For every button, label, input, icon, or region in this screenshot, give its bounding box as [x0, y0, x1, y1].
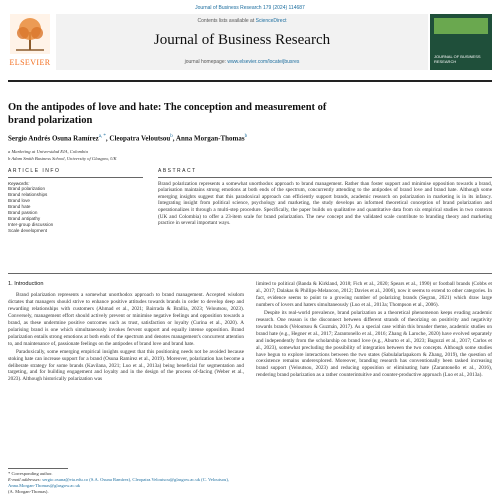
abstract-text: Brand polarization represents a somewhat unorthodox approach to brand management. Rather than foster support and minimise opposition towards a brand, polarisation maintains strong emotions at both ends of the spectrum, concurrently attending to the antipodes of brand love and brand hate. Although some emerging insights suggest that this paradoxical approach can efficiently support brands, academic research on polarization in marketing is in its infancy. Integrating insight from political science, psychology and marketing, the study develops an informed theoretical conception of brand polarization and operationalizes it through a multi-step procedure. Specifically, the paper builds on qualitative and quantitative data from six empirical studies in two contexts (UK and Colombia) to offer a 23-item scale for brand polarization. The new concept and the validated scale contribute to branding theory and marketing practice in several important ways.: [158, 180, 492, 227]
body-paragraph: limited to political (Banda & Kirkland, 2018; Fich et al., 2020; Spears et al., 1990) or football brands (Cobbs et al., 2017; Dalakas & Phillips-Melancon, 2012; Davies et al., 2006), now it seems to extend to other categories. In fact, evidence seems to point to a growing number of polarizing brands (Segran, 2021) which draw large numbers of lovers and haters simultaneously (Luo et al., 2013a; Thompson et al., 2006).: [256, 281, 492, 308]
elsevier-logo: [8, 14, 52, 70]
body-column-left: [8, 281, 244, 384]
body-paragraph: Despite its real-world prevalence, brand polarization as a theoretical phenomenon keeps evading academic research. One reason is the disconnect between different strands of theorizing on positivity and negativity towards brands (Veloutsou & Guzmán, 2017). As a special case within this broader theme, academic studies on brand hate (e.g., Hegner et al., 2017; Zarantonello et al., 2016; Zhang & Laroche, 2020) have evolved separately and independently from the scholarship on brand love (e.g., Aburto et al., 2023; Bagozzi et al., 2017; Carlos et al., 2023), somewhat precluding the possibility of integration between the two concepts. Although some studies have begun to explore interactions between the two states (Sabulalarlapakorn & Zhang, 2019), the question of coexistence remains underexplored. Moreover, branding research has conventionally been tasked increasing brand support (Veloutsou, 2023) and reducing opposition or eliminating hate (Zarantonello et al., 2016), rendering brand polarization as a rather counterintuitive and counter-productive approach (Luo et al., 2013a).: [256, 309, 492, 379]
author-name[interactable]: Sergio Andrés Osuna Ramírez: [8, 134, 99, 143]
section-heading: 1. Introduction: [8, 281, 44, 287]
body-paragraph: Brand polarization represents a somewhat unorthodox approach to brand management. Accepted wisdom dictates that managers should strive to enhance positive attitudes towards brands in order to develop deep and rewarding relationships with customers (Ahmad et al., 2021; Bairrada & Brallia, 2023; Veloutsou, 2023). Conversely, management effort should actively prevent or minimise negative feelings and opposition towards a brand, as these undermine positive outcomes such as trust, satisfaction or loyalty (Curina et al., 2020). A polarising brand is one which simultaneously invokes fervent support and equally intense opposition. Brand polarization entails strong emotions at both ends of the spectrum and denotes management's concurrent attention to, and maintenance of, passionate feelings on the antipodes of brand love and brand hate.: [8, 292, 244, 347]
title-line-2: brand polarization: [8, 115, 93, 126]
journal-header: [8, 14, 492, 72]
keyword: Brand relationships: [8, 191, 48, 197]
divider: [8, 177, 143, 178]
author-name[interactable]: Anna Morgan-Thomas: [175, 134, 245, 143]
keywords-label: Keywords:: [8, 180, 30, 186]
cover-title: JOURNAL OF BUSINESS RESEARCH: [434, 54, 481, 64]
affiliation: a Marketing at Universidad EIA, Colombia: [8, 149, 88, 154]
article-info-heading: ARTICLE INFO: [8, 168, 61, 174]
abstract-heading: ABSTRACT: [158, 168, 197, 174]
article-title: [8, 101, 488, 127]
journal-banner: [56, 14, 428, 70]
affiliation: b Adam Smith Business School, University of Glasgow, UK: [8, 156, 117, 161]
keyword: Inter-group discussion: [8, 222, 54, 228]
homepage-line: [56, 59, 428, 65]
homepage-prefix: journal homepage:: [184, 59, 227, 65]
keyword: Brand polarization: [8, 185, 46, 191]
citation-line: Journal of Business Research 179 (2024) 114687: [195, 5, 305, 11]
body-paragraph: Paradoxically, some emerging empirical insights suggest that this positioning needs not be avoided because stoking hate can increase support for a brand (Osuna Ramírez et al., 2019). Moreover, polarization has become a deliberate strategy for some brands (Kavilana, 2021; Luo et al., 2013a) being beneficial for segmentation and targeting, and for building engagement and loyalty and in the design of the process of-facing (Weber et al., 2023). Although historically polarization was: [8, 348, 244, 383]
contents-line: [56, 18, 428, 24]
footnotes: [8, 468, 244, 495]
journal-name: Journal of Business Research: [153, 32, 331, 48]
abstract-column: [158, 168, 492, 227]
title-line-1: On the antipodes of love and hate: The conception and measurement of: [8, 102, 327, 113]
affiliations: [8, 148, 488, 162]
email-line: [8, 477, 244, 489]
author-mark: b: [244, 134, 248, 139]
author-name[interactable]: Cleopatra Veloutsou: [109, 134, 171, 143]
contents-prefix: Contents lists available at: [197, 18, 255, 24]
cover-artwork: [434, 18, 488, 34]
author-list: Sergio Andrés Osuna Ramírez$^{a, *}$, Cleopatra Veloutsou$^b$, Anna Morgan-Thomas$^b$: [8, 134, 248, 143]
homepage-link[interactable]: www.elsevier.com/locate/jbusres: [227, 59, 300, 65]
author-mark: b: [170, 134, 173, 139]
email-label: E-mail addresses:: [8, 476, 42, 482]
journal-cover-thumbnail: [430, 14, 492, 70]
abstract-divider: [8, 273, 492, 274]
corresponding-author-note: * Corresponding author.: [8, 470, 53, 476]
email-addresses[interactable]: sergio.osuna@eia.edu.co (S.A. Osuna Ramírez), Cleopatra.Veloutsou@glasgow.ac.uk (C. Veloutsou), Anna.Morgan-Thomas@glasgow.ac.uk: [8, 476, 230, 488]
body-column-right: [256, 281, 492, 380]
keyword: Brand passion: [8, 209, 38, 215]
article-info-column: [8, 168, 143, 234]
keyword: Scale development: [8, 228, 48, 234]
author-mark: a, *: [98, 134, 106, 139]
divider: [158, 177, 492, 178]
email-tail: (A. Morgan-Thomas).: [8, 488, 49, 494]
header-divider: [8, 80, 492, 82]
keyword: Brand hate: [8, 203, 31, 209]
footnote-rule: [8, 468, 68, 469]
keyword: Brand antipathy: [8, 216, 41, 222]
sciencedirect-link[interactable]: ScienceDirect: [255, 18, 287, 24]
elsevier-tree-icon: [10, 14, 50, 54]
keyword: Brand love: [8, 197, 30, 203]
publisher-name: ELSEVIER: [9, 58, 51, 67]
